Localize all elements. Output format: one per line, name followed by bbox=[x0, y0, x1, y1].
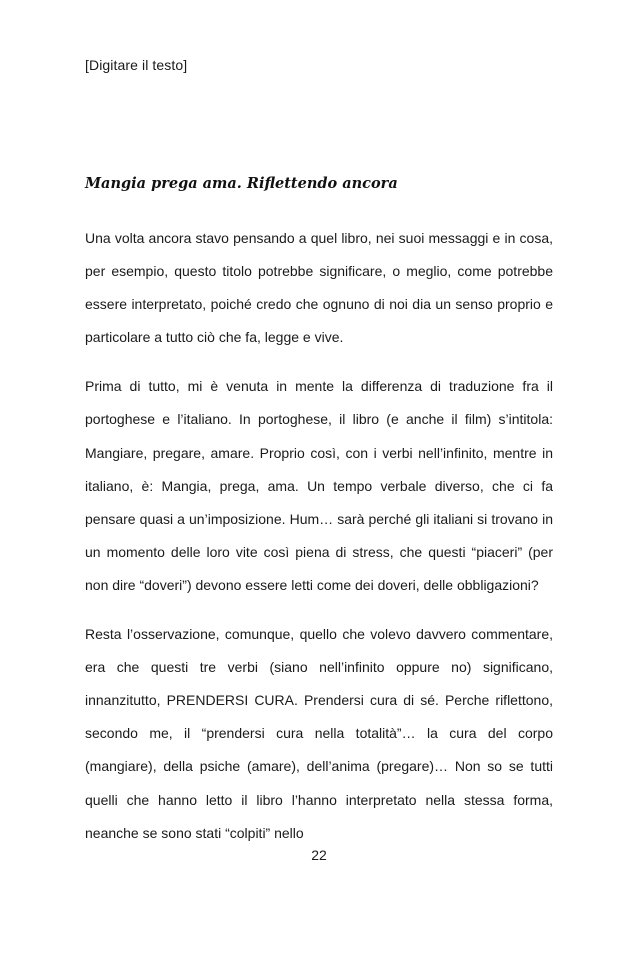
page-number: 22 bbox=[311, 847, 327, 863]
paragraph-2: Prima di tutto, mi è venuta in mente la differenza di traduzione fra il portoghese e l’italiano. In portoghese, il libro (e anche il film) s’intitola: Mangiare, pregare, amare. Proprio così, con i verbi nell’infinito, mentre in italiano, è: Mangia, prega, ama. Un tempo verbale diverso, che ci fa pensare quasi a un’imposizione. Hum… sarà perché gli italiani si trovano in un momento delle loro vite così piena di stress, che questi “piaceri” (per non dire “doveri”) devono essere letti come dei doveri, delle obbligazioni? bbox=[85, 378, 553, 593]
article-body bbox=[85, 222, 553, 850]
page-header: [Digitare il testo] bbox=[85, 57, 188, 73]
paragraph-1: Una volta ancora stavo pensando a quel libro, nei suoi messaggi e in cosa, per esempio, questo titolo potrebbe significare, o meglio, come potrebbe essere interpretato, poiché credo che ognuno di noi dia un senso proprio e particolare a tutto ciò che fa, legge e vive. bbox=[85, 230, 553, 346]
article-title: Mangia prega ama. Riflettendo ancora bbox=[85, 175, 398, 192]
paragraph-3: Resta l’osservazione, comunque, quello che volevo davvero commentare, era che questi tre verbi (siano nell’infinito oppure no) significano, innanzitutto, PRENDERSI CURA. Prendersi cura di sé. Perche riflettono, secondo me, il “prendersi cura nella totalità”… la cura del corpo (mangiare), della psiche (amare), dell’anima (pregare)… Non so se tutti quelli che hanno letto il libro l’hanno interpretato nella stessa forma, neanche se sono stati “colpiti” nello bbox=[85, 626, 553, 841]
